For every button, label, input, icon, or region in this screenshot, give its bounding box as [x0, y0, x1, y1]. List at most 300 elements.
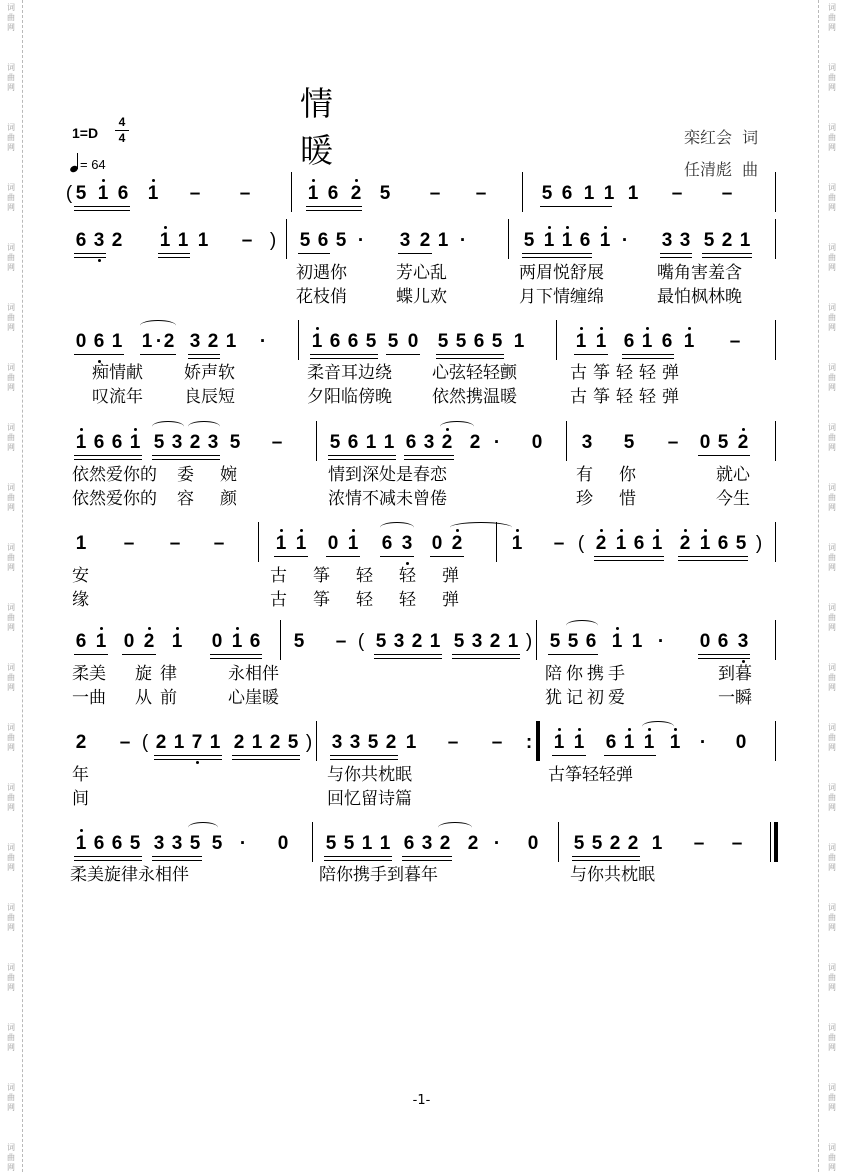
notation-glyph: 5: [379, 183, 391, 204]
watermark-glyphs: 词 曲 网: [7, 723, 15, 752]
notation-glyph: 1: [543, 230, 555, 251]
notation-glyph: –: [335, 631, 347, 652]
octave-dot: [600, 327, 603, 330]
lyric-line: 柔音耳边绕: [307, 363, 392, 383]
lyric-line: 就心: [716, 465, 750, 485]
octave-dot: [566, 226, 569, 229]
duration-underline: [154, 759, 222, 760]
slur: [440, 421, 474, 432]
lyric-line: 古筝轻轻弹: [570, 363, 685, 383]
watermark-glyphs: 词 曲 网: [7, 543, 15, 572]
notation-glyph: 2: [451, 533, 463, 554]
notation-glyph: 2: [737, 432, 749, 453]
octave-dot: [352, 529, 355, 532]
duration-underline: [324, 856, 392, 857]
notation-glyph: 1: [615, 533, 627, 554]
notation-glyph: 1: [651, 533, 663, 554]
notation-glyph: 1: [513, 331, 525, 352]
notation-glyph: 0: [699, 432, 711, 453]
notation-glyph: –: [671, 183, 683, 204]
lyric-line: 缘: [72, 590, 89, 610]
octave-dot: [616, 627, 619, 630]
lyricist-credit: 栾红会 词: [684, 128, 759, 147]
lyric-line: 从前: [135, 688, 185, 708]
notation-glyph: 2: [75, 732, 87, 753]
notation-glyph: 3: [737, 631, 749, 652]
notation-glyph: 0: [75, 331, 87, 352]
notation-glyph: 1: [583, 183, 595, 204]
octave-dot: [355, 179, 358, 182]
notation-glyph: 2: [721, 230, 733, 251]
duration-underline: [232, 755, 300, 756]
octave-dot: [300, 529, 303, 532]
slur: [380, 522, 414, 533]
duration-underline: [326, 556, 360, 557]
notation-glyph: 2: [419, 230, 431, 251]
notation-glyph: 3: [189, 331, 201, 352]
tempo-marking: [70, 152, 106, 172]
notation-glyph: 1: [669, 732, 681, 753]
lyric-line: 陪你携手: [545, 664, 629, 684]
duration-underline: [678, 556, 748, 557]
duration-underline: [74, 253, 106, 254]
octave-dot: [196, 761, 199, 764]
lyric-line: 有你: [576, 465, 662, 485]
duration-underline: [622, 354, 674, 355]
notation-glyph: 6: [93, 432, 105, 453]
watermark-glyphs: 词 曲 网: [7, 3, 15, 32]
bar-line-thick: [536, 721, 540, 761]
slur: [188, 421, 220, 432]
notation-glyph: 1: [197, 230, 209, 251]
notation-glyph: 2: [233, 732, 245, 753]
watermark-glyphs: 词 曲 网: [828, 963, 836, 992]
notation-glyph: 1: [171, 631, 183, 652]
notation-glyph: 5: [293, 631, 305, 652]
notation-glyph: 3: [581, 432, 593, 453]
notation-glyph: 1: [231, 631, 243, 652]
duration-underline: [274, 556, 308, 557]
watermark-glyphs: 词 曲 网: [7, 303, 15, 332]
notation-glyph: 7: [191, 732, 203, 753]
notation-glyph: 5: [455, 331, 467, 352]
octave-dot: [134, 428, 137, 431]
notation-glyph: 3: [661, 230, 673, 251]
notation-glyph: 5: [189, 833, 201, 854]
lyric-line: 古筝轻轻弹: [548, 765, 633, 785]
duration-underline: [452, 654, 520, 655]
notation-glyph: (: [357, 631, 365, 652]
notation-glyph: 3: [399, 230, 411, 251]
duration-underline: [374, 654, 442, 655]
duration-underline: [380, 556, 414, 557]
lyric-line: 花枝俏: [296, 287, 347, 307]
time-signature: [115, 115, 129, 146]
lyric-line: 娇声软: [184, 363, 235, 383]
duration-underline: [152, 856, 202, 857]
notation-glyph: 3: [349, 732, 361, 753]
notation-glyph: :: [525, 732, 533, 753]
notation-glyph: 3: [331, 732, 343, 753]
slur: [140, 320, 176, 331]
notation-glyph: 0: [277, 833, 289, 854]
notation-glyph: 2: [411, 631, 423, 652]
octave-dot: [704, 529, 707, 532]
duration-underline: [604, 755, 656, 756]
notation-glyph: ·: [699, 732, 707, 753]
bar-line: [280, 620, 281, 660]
duration-underline: [158, 257, 190, 258]
notation-glyph: 5: [75, 183, 87, 204]
notation-glyph: ·: [259, 331, 267, 352]
notation-glyph: 1: [643, 732, 655, 753]
bar-line: [775, 421, 776, 461]
octave-dot: [558, 728, 561, 731]
lyric-line: 依然爱你的: [72, 489, 157, 509]
notation-glyph: 1: [699, 533, 711, 554]
watermark-glyphs: 词 曲 网: [7, 783, 15, 812]
lyric-line: 夕阳临傍晚: [307, 387, 392, 407]
notation-glyph: 0: [327, 533, 339, 554]
watermark-glyphs: 词 曲 网: [7, 963, 15, 992]
duration-underline: [552, 755, 586, 756]
octave-dot: [164, 226, 167, 229]
lyric-line: 永相伴: [228, 664, 279, 684]
notation-glyph: –: [729, 331, 741, 352]
octave-dot: [684, 529, 687, 532]
octave-dot: [516, 529, 519, 532]
duration-underline: [210, 654, 262, 655]
notation-glyph: 1: [159, 230, 171, 251]
notation-glyph: ·: [155, 331, 163, 352]
bar-line: [316, 721, 317, 761]
bar-line: [286, 219, 287, 259]
watermark-glyphs: 词 曲 网: [828, 603, 836, 632]
notation-glyph: 0: [431, 533, 443, 554]
notation-glyph: 6: [405, 432, 417, 453]
duration-underline: [306, 210, 362, 211]
watermark-glyphs: 词 曲 网: [7, 903, 15, 932]
lyric-line: 安: [72, 566, 89, 586]
notation-glyph: 1: [603, 183, 615, 204]
notation-glyph: ): [755, 533, 763, 554]
right-watermark-column: [824, 0, 840, 1172]
notation-glyph: –: [475, 183, 487, 204]
notation-glyph: 3: [471, 631, 483, 652]
notation-glyph: 2: [189, 432, 201, 453]
lyric-line: 一曲: [72, 688, 106, 708]
duration-underline: [74, 206, 130, 207]
watermark-glyphs: 词 曲 网: [828, 723, 836, 752]
notation-glyph: 1: [275, 533, 287, 554]
notation-glyph: ·: [657, 631, 665, 652]
notation-glyph: 1: [177, 230, 189, 251]
notation-glyph: ): [269, 230, 277, 251]
slur: [152, 421, 184, 432]
notation-glyph: 1: [429, 631, 441, 652]
duration-underline: [232, 759, 300, 760]
notation-glyph: 6: [249, 631, 261, 652]
notation-glyph: –: [169, 533, 181, 554]
duration-underline: [74, 654, 108, 655]
notation-glyph: 6: [585, 631, 597, 652]
duration-underline: [328, 455, 396, 456]
notation-glyph: 3: [207, 432, 219, 453]
notation-glyph: 1: [573, 732, 585, 753]
notation-glyph: ·: [493, 432, 501, 453]
notation-glyph: 2: [350, 183, 362, 204]
notation-glyph: 5: [437, 331, 449, 352]
octave-dot: [100, 627, 103, 630]
lyric-line: 委婉: [177, 465, 263, 485]
lyric-line: 柔美: [72, 664, 106, 684]
bar-line: [508, 219, 509, 259]
notation-glyph: 6: [717, 533, 729, 554]
notation-glyph: 2: [111, 230, 123, 251]
notation-glyph: 6: [317, 230, 329, 251]
right-margin-line: [818, 0, 819, 1172]
bar-line: [258, 522, 259, 562]
bar-line: [775, 320, 776, 360]
bar-line: [291, 172, 292, 212]
octave-dot: [148, 627, 151, 630]
lyric-line: 芳心乱: [396, 263, 447, 283]
watermark-glyphs: 词 曲 网: [828, 423, 836, 452]
notation-glyph: 2: [385, 732, 397, 753]
bar-line: [775, 219, 776, 259]
duration-underline: [702, 253, 752, 254]
watermark-glyphs: 词 曲 网: [828, 1143, 836, 1172]
notation-glyph: 6: [111, 432, 123, 453]
notation-glyph: 6: [623, 331, 635, 352]
notation-glyph: 5: [375, 631, 387, 652]
notation-glyph: 3: [153, 833, 165, 854]
notation-glyph: –: [447, 732, 459, 753]
watermark-glyphs: 词 曲 网: [7, 1023, 15, 1052]
lyric-line: 旋律: [135, 664, 185, 684]
notation-glyph: 5: [287, 732, 299, 753]
notation-glyph: 1: [405, 732, 417, 753]
lyric-line: 古筝轻轻弹: [270, 566, 485, 586]
notation-glyph: –: [693, 833, 705, 854]
notation-glyph: 1: [365, 432, 377, 453]
bar-line: [312, 822, 313, 862]
time-signature-top: 4: [118, 115, 126, 129]
octave-dot: [600, 529, 603, 532]
octave-dot: [646, 327, 649, 330]
notation-glyph: 5: [329, 432, 341, 453]
notation-glyph: 3: [423, 432, 435, 453]
duration-underline: [74, 257, 106, 258]
lyric-line: 珍惜: [576, 489, 662, 509]
notation-glyph: 5: [335, 230, 347, 251]
watermark-glyphs: 词 曲 网: [828, 663, 836, 692]
octave-dot: [98, 259, 101, 262]
duration-underline: [574, 354, 608, 355]
notation-glyph: 1: [225, 331, 237, 352]
notation-glyph: 3: [171, 833, 183, 854]
notation-glyph: –: [189, 183, 201, 204]
notation-glyph: 5: [703, 230, 715, 251]
notation-glyph: 1: [641, 331, 653, 352]
duration-underline: [398, 253, 432, 254]
notation-glyph: 1: [611, 631, 623, 652]
duration-underline: [74, 455, 142, 456]
notation-glyph: 1: [141, 331, 153, 352]
octave-dot: [742, 428, 745, 431]
watermark-glyphs: 词 曲 网: [828, 783, 836, 812]
octave-dot: [152, 179, 155, 182]
duration-underline: [298, 253, 330, 254]
notation-glyph: 5: [623, 432, 635, 453]
notation-glyph: (: [65, 183, 73, 204]
notation-glyph: 1: [553, 732, 565, 753]
watermark-glyphs: 词 曲 网: [828, 303, 836, 332]
notation-glyph: (: [141, 732, 149, 753]
octave-dot: [176, 627, 179, 630]
notation-glyph: –: [119, 732, 131, 753]
watermark-glyphs: 词 曲 网: [7, 63, 15, 92]
watermark-glyphs: 词 曲 网: [828, 3, 836, 32]
watermark-glyphs: 词 曲 网: [7, 1143, 15, 1172]
notation-glyph: 1: [595, 331, 607, 352]
notation-glyph: ·: [357, 230, 365, 251]
notation-glyph: –: [213, 533, 225, 554]
notation-glyph: 1: [75, 432, 87, 453]
lyric-line: 陪你携手到暮年: [319, 865, 438, 885]
notation-glyph: 6: [633, 533, 645, 554]
notation-glyph: 5: [153, 432, 165, 453]
duration-underline: [306, 206, 362, 207]
bar-line: [775, 172, 776, 212]
notation-glyph: 6: [579, 230, 591, 251]
notation-glyph: 1: [575, 331, 587, 352]
lyric-line: 柔美旋律永相伴: [70, 865, 189, 885]
octave-dot: [80, 428, 83, 431]
lyric-line: 最怕枫林晚: [657, 287, 742, 307]
notation-glyph: 5: [717, 432, 729, 453]
notation-glyph: –: [721, 183, 733, 204]
notation-glyph: 1: [129, 432, 141, 453]
notation-glyph: –: [123, 533, 135, 554]
octave-dot: [688, 327, 691, 330]
notation-glyph: 1: [379, 833, 391, 854]
notation-glyph: 3: [393, 631, 405, 652]
notation-glyph: 5: [591, 833, 603, 854]
notation-glyph: 5: [453, 631, 465, 652]
notation-glyph: ·: [459, 230, 467, 251]
notation-glyph: 1: [97, 183, 109, 204]
slur: [188, 822, 218, 833]
key-signature: 1=D: [72, 125, 99, 141]
time-signature-bottom: 4: [115, 130, 129, 146]
duration-underline: [430, 556, 464, 557]
octave-dot: [548, 226, 551, 229]
quarter-note-icon: [70, 152, 80, 172]
notation-glyph: 2: [207, 331, 219, 352]
notation-glyph: 2: [439, 833, 451, 854]
watermark-glyphs: 词 曲 网: [828, 483, 836, 512]
bar-line: [770, 822, 771, 862]
notation-glyph: 2: [163, 331, 175, 352]
notation-glyph: 5: [567, 631, 579, 652]
octave-dot: [102, 179, 105, 182]
lyric-line: 心弦轻轻颤: [432, 363, 517, 383]
notation-glyph: 3: [401, 533, 413, 554]
notation-glyph: 1: [251, 732, 263, 753]
notation-glyph: 0: [527, 833, 539, 854]
notation-glyph: 6: [347, 331, 359, 352]
bar-line: [566, 421, 567, 461]
notation-glyph: 6: [661, 331, 673, 352]
lyric-line: 到暮: [718, 664, 752, 684]
notation-glyph: 0: [735, 732, 747, 753]
duration-underline: [122, 654, 156, 655]
notation-glyph: –: [239, 183, 251, 204]
notation-glyph: ·: [493, 833, 501, 854]
lyric-line: 古筝轻轻弹: [570, 387, 685, 407]
bar-line: [556, 320, 557, 360]
duration-underline: [404, 455, 454, 456]
notation-glyph: –: [491, 732, 503, 753]
bar-line: [298, 320, 299, 360]
octave-dot: [280, 529, 283, 532]
notation-glyph: 1: [75, 833, 87, 854]
notation-glyph: 1: [683, 331, 695, 352]
slur: [566, 620, 598, 631]
watermark-glyphs: 词 曲 网: [828, 243, 836, 272]
notation-glyph: 2: [489, 631, 501, 652]
lyric-line: 一瞬: [718, 688, 752, 708]
watermark-glyphs: 词 曲 网: [7, 243, 15, 272]
notation-glyph: 3: [93, 230, 105, 251]
notation-glyph: 3: [171, 432, 183, 453]
notation-glyph: 6: [93, 833, 105, 854]
notation-glyph: 5: [211, 833, 223, 854]
left-margin-line: [22, 0, 23, 1172]
duration-underline: [154, 755, 222, 756]
notation-glyph: 6: [75, 230, 87, 251]
notation-glyph: –: [429, 183, 441, 204]
slur: [642, 721, 674, 732]
watermark-glyphs: 词 曲 网: [7, 483, 15, 512]
notation-glyph: 1: [627, 183, 639, 204]
notation-glyph: 2: [679, 533, 691, 554]
notation-glyph: 5: [387, 331, 399, 352]
notation-glyph: 1: [295, 533, 307, 554]
lyric-line: 今生: [716, 489, 750, 509]
watermark-glyphs: 词 曲 网: [7, 123, 15, 152]
notation-glyph: 1: [651, 833, 663, 854]
duration-underline: [540, 206, 612, 207]
duration-underline: [152, 455, 220, 456]
bar-line: [316, 421, 317, 461]
notation-glyph: –: [271, 432, 283, 453]
notation-glyph: 1: [95, 631, 107, 652]
notation-glyph: 1: [111, 331, 123, 352]
duration-underline: [386, 354, 420, 355]
lyric-line: 痴情献: [92, 363, 143, 383]
notation-glyph: 0: [211, 631, 223, 652]
notation-glyph: 5: [549, 631, 561, 652]
notation-glyph: 5: [129, 833, 141, 854]
notation-glyph: –: [553, 533, 565, 554]
lyric-line: 古筝轻轻弹: [270, 590, 485, 610]
notation-glyph: 5: [365, 331, 377, 352]
lyric-line: 月下情缠绵: [519, 287, 604, 307]
octave-dot: [628, 728, 631, 731]
notation-glyph: –: [667, 432, 679, 453]
